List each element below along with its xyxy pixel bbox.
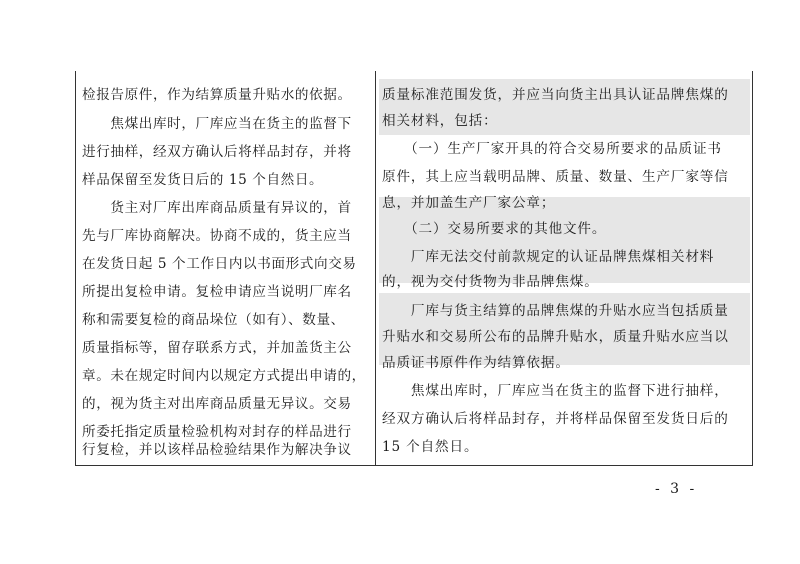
left-line: 的，视为货主对出库商品质量无异议。交易 — [82, 396, 352, 412]
left-line: 先与厂库协商解决。协商不成的，货主应当 — [82, 228, 352, 244]
right-line: 升贴水和交易所公布的品牌升贴水，质量升贴水应当以 — [382, 329, 729, 345]
left-line: 质量指标等，留存联系方式，并加盖货主公 — [82, 340, 352, 356]
right-line: （二）交易所要求的其他文件。 — [382, 221, 607, 237]
right-column — [376, 71, 752, 465]
page-number: - 3 - — [655, 481, 698, 497]
left-line: 称和需要复检的商品垛位（如有）、数量、 — [82, 312, 345, 328]
left-line: 所提出复检申请。复检申请应当说明厂库名 — [82, 284, 352, 300]
right-line: 焦煤出库时，厂库应当在货主的监督下进行抽样， — [382, 383, 729, 399]
left-line: 所委托指定质量检验机构对封存的样品进行 — [82, 424, 352, 440]
left-line: 在发货日起 5 个工作日内以书面形式向交易 — [82, 256, 357, 272]
right-line: 息，并加盖生产厂家公章； — [382, 195, 556, 211]
right-line: 质量标准范围发货，并应当向货主出具认证品牌焦煤的 — [382, 87, 729, 103]
right-line: 经双方确认后将样品封存，并将样品保留至发货日后的 — [382, 411, 729, 427]
right-line: 15 个自然日。 — [382, 439, 479, 455]
left-line: 焦煤出库时，厂库应当在货主的监督下 — [82, 116, 352, 132]
left-line: 样品保留至发货日后的 15 个自然日。 — [82, 172, 324, 188]
right-line: 相关材料，包括： — [382, 113, 498, 129]
right-line: 厂库与货主结算的品牌焦煤的升贴水应当包括质量 — [382, 303, 729, 319]
left-line: 进行抽样，经双方确认后将样品封存，并将 — [82, 144, 352, 160]
left-column — [76, 71, 376, 465]
comparison-table — [75, 71, 753, 466]
left-line: 行复检，并以该样品检验结果作为解决争议 — [82, 442, 352, 458]
right-line: 原件，其上应当载明品牌、质量、数量、生产厂家等信 — [382, 169, 729, 185]
left-line: 章。未在规定时间内以规定方式提出申请的， — [82, 368, 366, 384]
right-line: 厂库无法交付前款规定的认证品牌焦煤相关材料 — [382, 249, 715, 265]
left-line: 检报告原件，作为结算质量升贴水的依据。 — [82, 87, 352, 103]
right-line: （一）生产厂家开具的符合交易所要求的品质证书 — [382, 141, 722, 157]
right-line: 品质证书原件作为结算依据。 — [382, 355, 570, 371]
left-line: 货主对厂库出库商品质量有异议的，首 — [82, 200, 352, 216]
right-line: 的，视为交付货物为非品牌焦煤。 — [382, 274, 599, 290]
